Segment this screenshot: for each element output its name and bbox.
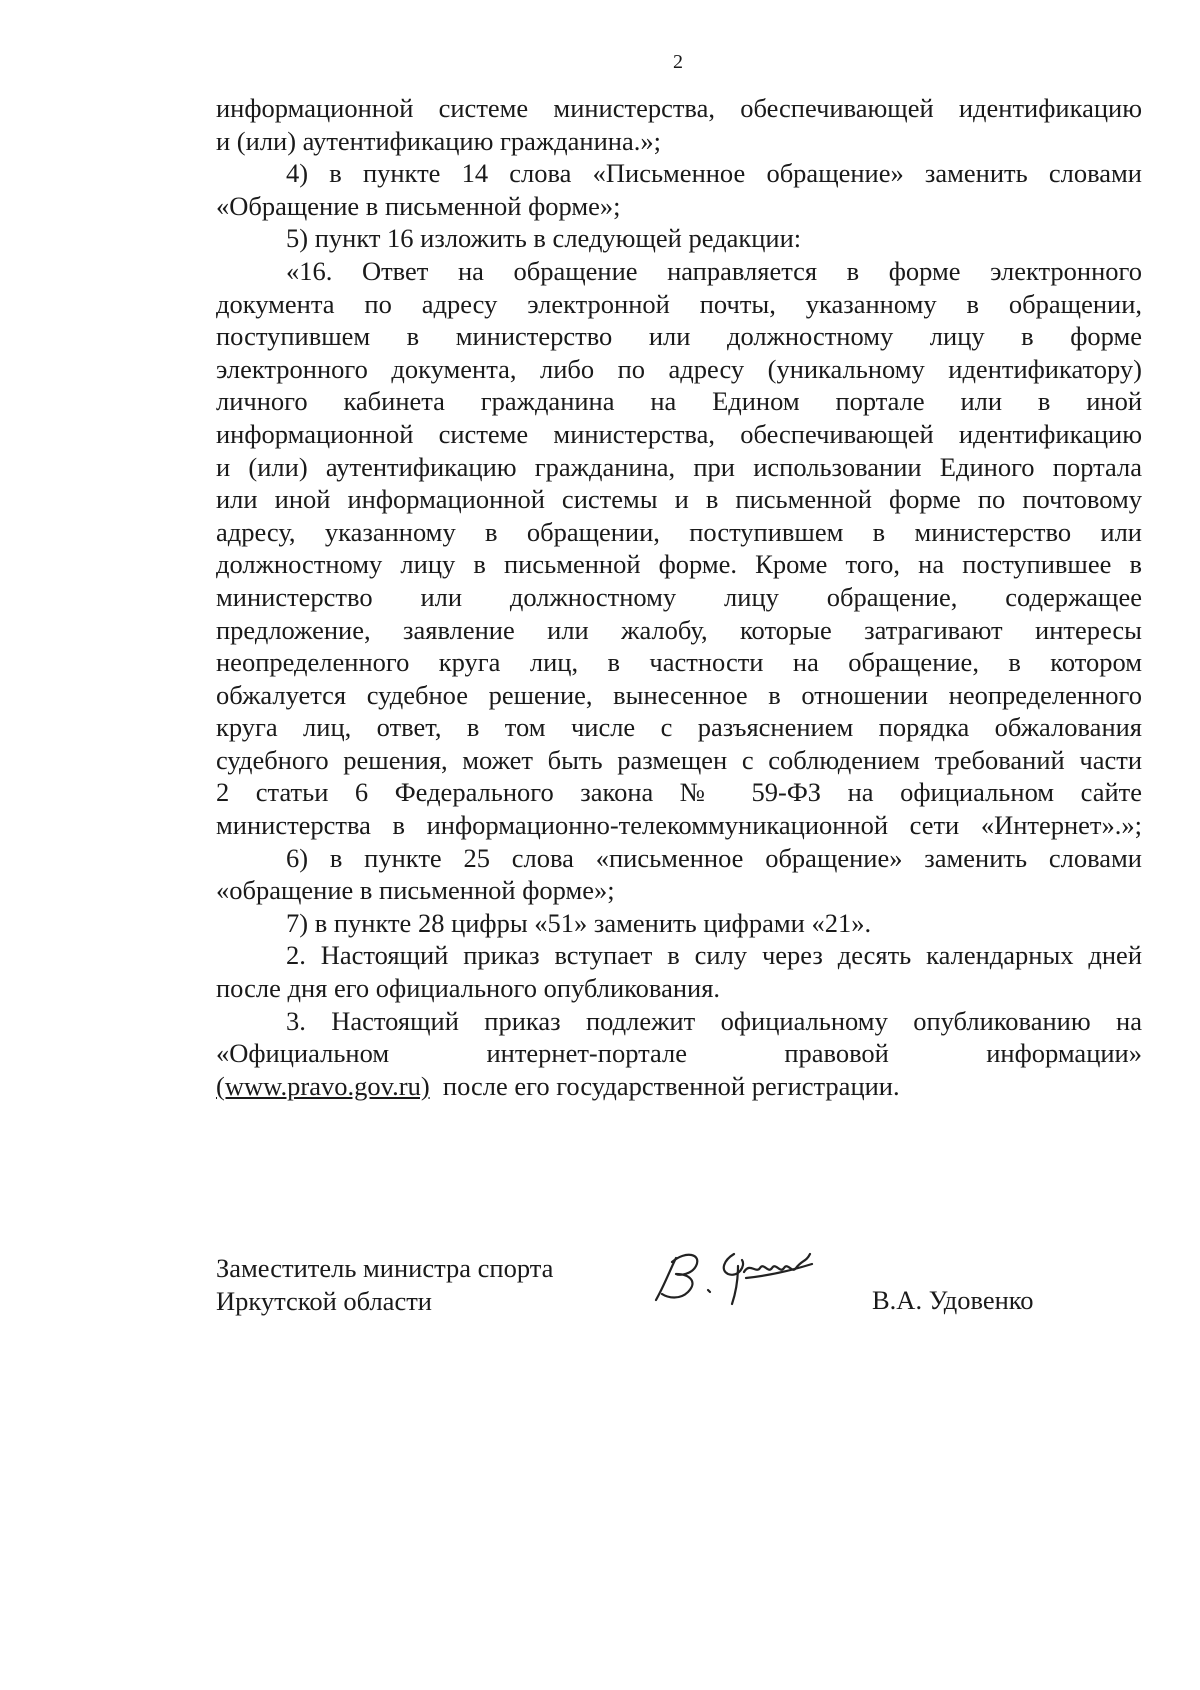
text-line: 4) в пункте 14 слова «Письменное обращение» заменить словами [286, 158, 1142, 189]
handwritten-signature [646, 1240, 826, 1312]
text-line: или иной информационной системы и в письменной форме по почтовому [216, 484, 1142, 515]
text-line: министерства в информационно-телекоммуникационной сети «Интернет».»; [216, 810, 1142, 841]
text-line: министерство или должностному лицу обращение, содержащее [216, 581, 1142, 612]
text-line: «Официальном интернет-портале правовой информации» [216, 1038, 1142, 1069]
document-body [216, 92, 1142, 1102]
text-line: 3. Настоящий приказ подлежит официальному опубликованию на [286, 1005, 1142, 1036]
pravo-gov-link[interactable]: (www.pravo.gov.ru) [216, 1070, 430, 1101]
text-line: неопределенного круга лиц, в частности на обращение, в котором [216, 647, 1142, 678]
text-line: круга лиц, ответ, в том числе с разъяснением порядка обжалования [216, 712, 1142, 743]
signatory-position-line-1: Заместитель министра спорта [216, 1253, 554, 1283]
signatory-position [216, 1252, 553, 1317]
signatory-position-line-2: Иркутской области [216, 1285, 432, 1316]
text-line: информационной системе министерства, обеспечивающей идентификацию [216, 93, 1142, 123]
text-line: судебного решения, может быть размещен с соблюдением требований части [216, 744, 1142, 775]
text-line: обжалуется судебное решение, вынесенное в отношении неопределенного [216, 679, 1142, 710]
signature-block [216, 1252, 1142, 1332]
text-line: 7) в пункте 28 цифры «51» заменить цифрами «21». [286, 907, 872, 938]
text-line: и (или) аутентификацию гражданина.»; [216, 125, 661, 156]
text-fragment: после его государственной регистрации. [429, 1070, 900, 1101]
signatory-name: В.А. Удовенко [872, 1285, 1034, 1315]
text-line: документа по адресу электронной почты, указанному в обращении, [216, 288, 1142, 319]
text-line: 2 статьи 6 Федерального закона № 59-ФЗ на официальном сайте [216, 777, 1142, 808]
text-line: «16. Ответ на обращение направляется в форме электронного [286, 255, 1142, 286]
text-line: должностному лицу в письменной форме. Кроме того, на поступившее в [216, 549, 1142, 580]
text-line: после дня его официального опубликования. [216, 973, 721, 1004]
text-line: электронного документа, либо по адресу (уникальному идентификатору) [216, 353, 1142, 384]
text-line: 5) пункт 16 изложить в следующей редакции: [286, 223, 802, 254]
text-line [216, 1070, 1142, 1103]
text-line: «обращение в письменной форме»; [216, 875, 615, 906]
text-line: адресу, указанному в обращении, поступившем в министерство или [216, 516, 1142, 547]
text-line: «Обращение в письменной форме»; [216, 190, 621, 221]
page-number: 2 [673, 51, 683, 73]
text-line: и (или) аутентификацию гражданина, при использовании Единого портала [216, 451, 1142, 482]
text-line: предложение, заявление или жалобу, которые затрагивают интересы [216, 614, 1142, 645]
text-line: поступившем в министерство или должностному лицу в форме [216, 321, 1142, 352]
text-line: личного кабинета гражданина на Едином портале или в иной [216, 386, 1142, 417]
text-line: 2. Настоящий приказ вступает в силу через десять календарных дней [286, 940, 1142, 971]
text-line: 6) в пункте 25 слова «письменное обращение» заменить словами [286, 842, 1142, 873]
text-line: информационной системе министерства, обеспечивающей идентификацию [216, 418, 1142, 449]
